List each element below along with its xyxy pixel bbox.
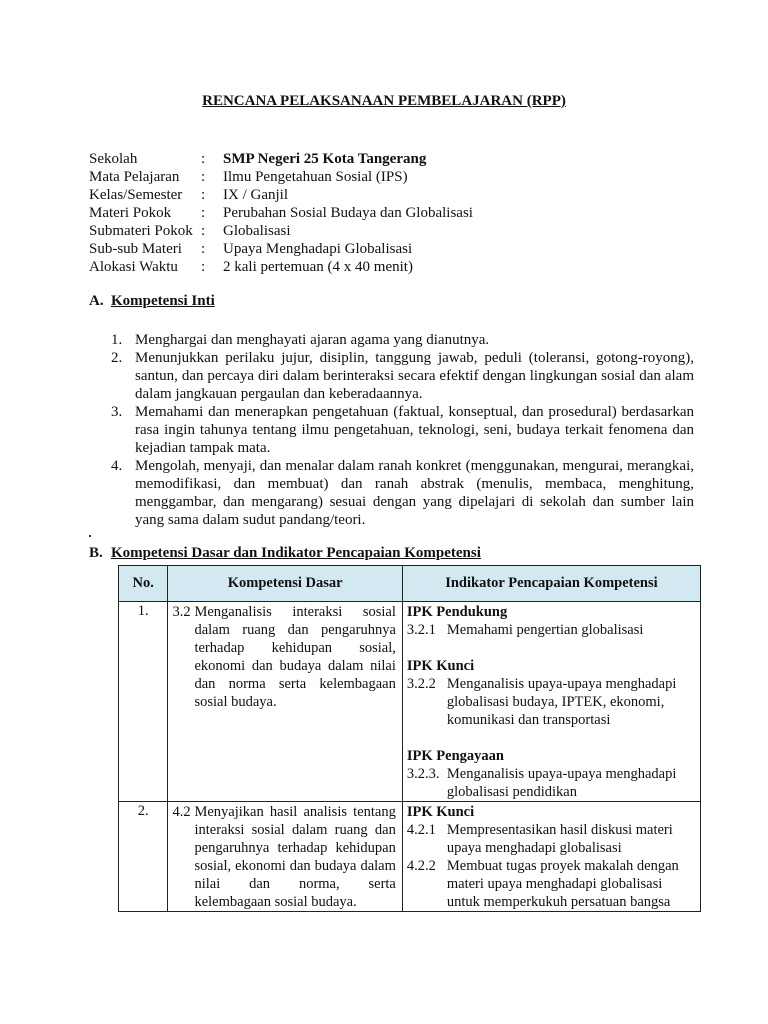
info-label: Mata Pelajaran <box>89 169 180 185</box>
kd-number: 4.2 <box>172 804 191 820</box>
ipk-text: Menganalisis upaya-upaya menghadapi globalisasi budaya, IPTEK, ekonomi, komunikasi dan transportasi <box>446 676 677 728</box>
info-value: Ilmu Pengetahuan Sosial (IPS) <box>223 169 408 185</box>
ipk-code: 3.2.2 <box>406 676 436 692</box>
list-item <box>111 349 694 403</box>
list-item-text: Memahami dan menerapkan pengetahuan (faktual, konseptual, dan prosedural) berdasarkan rasa ingin tahunya tentang ilmu pengetahuan, teknologi, seni, budaya terkait fenomena dan kejadian tampak mata. <box>135 404 694 456</box>
info-row-submateri-pokok <box>89 222 473 240</box>
list-item <box>111 331 694 349</box>
kd-text: Menganalisis interaksi sosial dalam ruang dan pengaruhnya terhadap kehidupan sosial, ekonomi dan budaya dalam nilai dan norma serta kelembagaan sosial budaya. <box>194 604 396 710</box>
info-label: Materi Pokok <box>89 205 172 221</box>
ipk-item <box>407 675 696 729</box>
info-row-sub-sub-materi <box>89 240 473 258</box>
table-row <box>119 802 701 912</box>
list-item <box>111 403 694 457</box>
header-kompetensi-dasar: Kompetensi Dasar <box>168 566 402 602</box>
ipk-code: 3.2.1 <box>406 622 436 638</box>
kompetensi-dasar-cell <box>168 802 402 912</box>
ipk-pendukung-heading: IPK Pendukung <box>406 604 508 620</box>
ipk-text: Memahami pengertian globalisasi <box>446 622 644 638</box>
ipk-text: Membuat tugas proyek makalah dengan materi upaya menghadapi globalisasi untuk memperkukuh persatuan bangsa <box>446 858 679 910</box>
ipk-content <box>403 802 700 911</box>
info-row-kelas-semester <box>89 186 473 204</box>
ipk-item <box>407 621 696 639</box>
ipk-kunci-heading: IPK Kunci <box>406 658 475 674</box>
section-heading-b <box>89 545 481 562</box>
kd-number: 3.2 <box>172 604 191 620</box>
info-colon: : <box>201 241 206 257</box>
ipk-code: 4.2.1 <box>406 822 436 838</box>
ipk-item <box>407 765 696 801</box>
info-value: 2 kali pertemuan (4 x 40 menit) <box>223 259 413 275</box>
header-no: No. <box>119 566 168 602</box>
kd-content <box>168 802 401 911</box>
list-item-number: 2. <box>111 350 123 366</box>
info-label: Alokasi Waktu <box>89 259 178 275</box>
section-letter: A. <box>89 293 104 309</box>
info-value: Perubahan Sosial Budaya dan Globalisasi <box>223 205 473 221</box>
info-label: Sub-sub Materi <box>89 241 182 257</box>
info-colon: : <box>201 205 206 221</box>
info-value: Globalisasi <box>223 223 291 239</box>
info-label: Kelas/Semester <box>89 187 183 203</box>
info-row-alokasi-waktu <box>89 258 473 276</box>
info-colon: : <box>201 259 206 275</box>
info-colon: : <box>201 169 206 185</box>
info-label: Submateri Pokok <box>89 223 193 239</box>
ipk-code: 4.2.2 <box>406 858 436 874</box>
kd-content <box>168 602 401 711</box>
ipk-text: Mempresentasikan hasil diskusi materi upaya menghadapi globalisasi <box>446 822 673 856</box>
ipk-item <box>407 857 696 911</box>
section-title: Kompetensi Inti <box>111 293 215 309</box>
section-title: Kompetensi Dasar dan Indikator Pencapaian Kompetensi <box>111 545 481 561</box>
list-item-number: 4. <box>111 458 123 474</box>
ipk-pengayaan-heading: IPK Pengayaan <box>406 748 504 764</box>
kd-text: Menyajikan hasil analisis tentang interaksi sosial dalam ruang dan pengaruhnya terhadap kehidupan sosial, ekonomi dan budaya dalam nilai dan norma, serta kelembagaan sosial budaya. <box>194 804 396 910</box>
kompetensi-dasar-cell <box>168 602 402 802</box>
row-number: 2. <box>119 802 168 912</box>
list-item-number: 3. <box>111 404 123 420</box>
document-title: RENCANA PELAKSANAAN PEMBELAJARAN (RPP) <box>202 93 566 109</box>
row-number: 1. <box>119 602 168 802</box>
spacer <box>407 729 696 747</box>
info-row-sekolah <box>89 150 473 168</box>
kompetensi-inti-list <box>111 331 694 529</box>
section-letter: B. <box>89 545 103 561</box>
info-row-mata-pelajaran <box>89 168 473 186</box>
info-label: Sekolah <box>89 151 138 167</box>
ipk-text: Menganalisis upaya-upaya menghadapi globalisasi pendidikan <box>446 766 677 800</box>
kompetensi-table <box>118 565 701 912</box>
ipk-kunci-heading: IPK Kunci <box>406 804 475 820</box>
ipk-item <box>407 821 696 857</box>
list-item-text: Menghargai dan menghayati ajaran agama yang dianutnya. <box>135 332 490 348</box>
list-item <box>111 457 694 529</box>
section-heading-a <box>89 293 215 310</box>
info-value: IX / Ganjil <box>223 187 288 203</box>
ipk-cell <box>402 602 700 802</box>
info-colon: : <box>201 151 206 167</box>
info-value: Upaya Menghadapi Globalisasi <box>223 241 413 257</box>
list-item-text: Menunjukkan perilaku jujur, disiplin, tanggung jawab, peduli (toleransi, gotong-royong), santun, dan percaya diri dalam berinteraksi secara efektif dengan lingkungan sosial dan alam dalam jangkauan pergaulan dan keberadaannya. <box>135 350 694 402</box>
spacer <box>407 639 696 657</box>
identity-block <box>89 150 473 276</box>
list-item-number: 1. <box>111 332 123 348</box>
ipk-cell <box>402 802 700 912</box>
list-item-text: Mengolah, menyaji, dan menalar dalam ranah konkret (menggunakan, mengurai, merangkai, memodifikasi, dan membuat) dan ranah abstrak (menulis, membaca, menghitung, menggambar, dan mengarang) sesuai dengan yang dipelajari di sekolah dan sumber lain yang sama dalam sudut pandang/teori. <box>135 458 694 528</box>
ipk-code: 3.2.3. <box>406 766 440 782</box>
stray-mark <box>89 535 91 537</box>
info-colon: : <box>201 187 206 203</box>
info-row-materi-pokok <box>89 204 473 222</box>
header-indikator: Indikator Pencapaian Kompetensi <box>402 566 700 602</box>
info-colon: : <box>201 223 206 239</box>
info-value: SMP Negeri 25 Kota Tangerang <box>223 151 427 167</box>
table-header-row <box>119 566 701 602</box>
ipk-content <box>403 602 700 801</box>
table-row <box>119 602 701 802</box>
